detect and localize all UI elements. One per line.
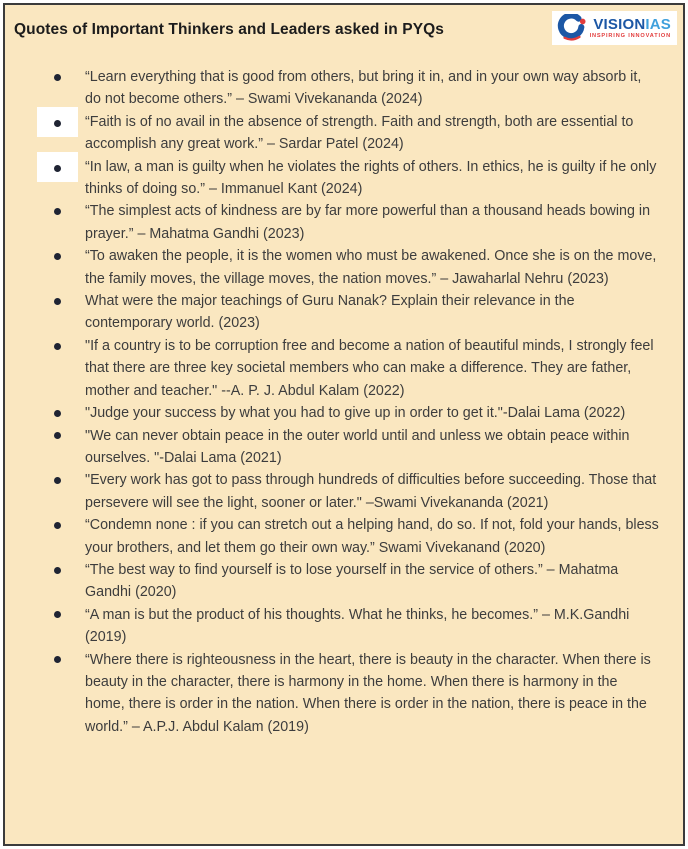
- quote-text: "We can never obtain peace in the outer world until and unless we obtain peace within ourselves. "-Dalai Lama (2021): [85, 427, 630, 466]
- quote-text: “A man is but the product of his thoughts. What he thinks, he becomes.” – M.K.Gandhi (2019): [85, 606, 630, 646]
- quote-text: “Learn everything that is good from others, but bring it in, and in your own way absorb it, do not become others.” – Swami Vivekananda (2024): [85, 69, 642, 108]
- bullet-dot-icon: [54, 120, 61, 127]
- quote-item: [37, 559, 659, 604]
- bullet-dot-icon: [54, 432, 61, 439]
- logo-brand-vision: VISION: [593, 15, 646, 33]
- bullet-dot-icon: [54, 343, 61, 350]
- bullet-dot-icon: [54, 522, 61, 529]
- bullet-area: [37, 290, 85, 312]
- quote-text: "If a country is to be corruption free and become a nation of beautiful minds, I strongly feel that there are three key societal members who can make a difference. They are father, mother and teacher." --A. P. J. Abdul Kalam (2022): [85, 337, 654, 399]
- quote-item: [37, 604, 659, 649]
- bullet-area: [37, 152, 78, 182]
- bullet-dot-icon: [54, 208, 61, 215]
- quote-text: “Condemn none : if you can stretch out a helping hand, do so. If not, fold your hands, bless your brothers, and let them go their own way.” Swami Vivekanand (2020): [85, 517, 659, 556]
- bullet-dot-icon: [54, 298, 61, 305]
- quote-text: "Every work has got to pass through hundreds of difficulties before succeeding. Those that persevere will see the light, sooner or later." –Swami Vivekananda (2021): [85, 472, 657, 511]
- quote-item: [37, 469, 659, 514]
- bullet-area: [37, 335, 85, 357]
- quote-text: “Faith is of no avail in the absence of strength. Faith and strength, both are essential to accomplish any great work.” – Sardar Patel (2024): [85, 113, 634, 153]
- header: [5, 5, 683, 45]
- quote-item: [37, 111, 659, 156]
- quote-item: [37, 245, 659, 290]
- bullet-area: [37, 425, 85, 447]
- quote-text: “The simplest acts of kindness are by far more powerful than a thousand heads bowing in prayer.” – Mahatma Gandhi (2023): [85, 203, 651, 242]
- quote-text: “To awaken the people, it is the women who must be awakened. Once she is on the move, the family moves, the village moves, the nation moves.” – Jawaharlal Nehru (2023): [85, 248, 657, 287]
- bullet-dot-icon: [54, 165, 61, 172]
- bullet-area: [37, 107, 78, 137]
- bullet-area: [37, 469, 85, 491]
- quote-text: What were the major teachings of Guru Nanak? Explain their relevance in the contemporary world. (2023): [85, 293, 575, 332]
- logo-tagline: INSPIRING INNOVATION: [589, 32, 671, 39]
- quote-item: [37, 66, 659, 111]
- quote-text: “In law, a man is guilty when he violates the rights of others. In ethics, he is guilty if he only thinks of doing so.” – Immanuel Kant (2024): [85, 158, 657, 198]
- quote-item: [37, 156, 659, 201]
- quote-item: [37, 200, 659, 245]
- quotes-list: [5, 66, 683, 738]
- bullet-area: [37, 649, 85, 671]
- bullet-dot-icon: [54, 410, 61, 417]
- quote-text: “Where there is righteousness in the heart, there is beauty in the character. When there is beauty in the character, there is harmony in the home. When there is harmony in the home, there is order in the nation. When there is order in the nation, there is peace in the world.” – A.P.J. Abdul Kalam (2019): [85, 651, 651, 735]
- logo-text: [590, 17, 671, 40]
- bullet-dot-icon: [54, 253, 61, 260]
- visionias-logo: [552, 11, 677, 45]
- logo-brand-ias: IAS: [645, 15, 671, 33]
- quote-text: “The best way to find yourself is to lose yourself in the service of others.” – Mahatma Gandhi (2020): [85, 561, 619, 601]
- quote-text: "Judge your success by what you had to give up in order to get it."-Dalai Lama (2022): [85, 405, 626, 422]
- bullet-dot-icon: [54, 477, 61, 484]
- bullet-area: [37, 604, 85, 626]
- bullet-area: [37, 402, 85, 424]
- quote-item: [37, 290, 659, 335]
- bullet-dot-icon: [54, 74, 61, 81]
- bullet-area: [37, 200, 85, 222]
- bullet-area: [37, 559, 85, 581]
- bullet-area: [37, 245, 85, 267]
- page-title: Quotes of Important Thinkers and Leaders asked in PYQs: [14, 21, 445, 38]
- quote-item: [37, 402, 659, 424]
- quote-item: [37, 514, 659, 559]
- bullet-dot-icon: [54, 611, 61, 618]
- bullet-dot-icon: [54, 656, 61, 663]
- bullet-area: [37, 66, 85, 88]
- logo-brand: [593, 17, 671, 33]
- logo-eye-icon: [557, 14, 587, 42]
- quote-item: [37, 425, 659, 470]
- bullet-area: [37, 514, 85, 536]
- quote-item: [37, 335, 659, 402]
- quote-item: [37, 649, 659, 739]
- document-page: [3, 3, 685, 846]
- bullet-dot-icon: [54, 567, 61, 574]
